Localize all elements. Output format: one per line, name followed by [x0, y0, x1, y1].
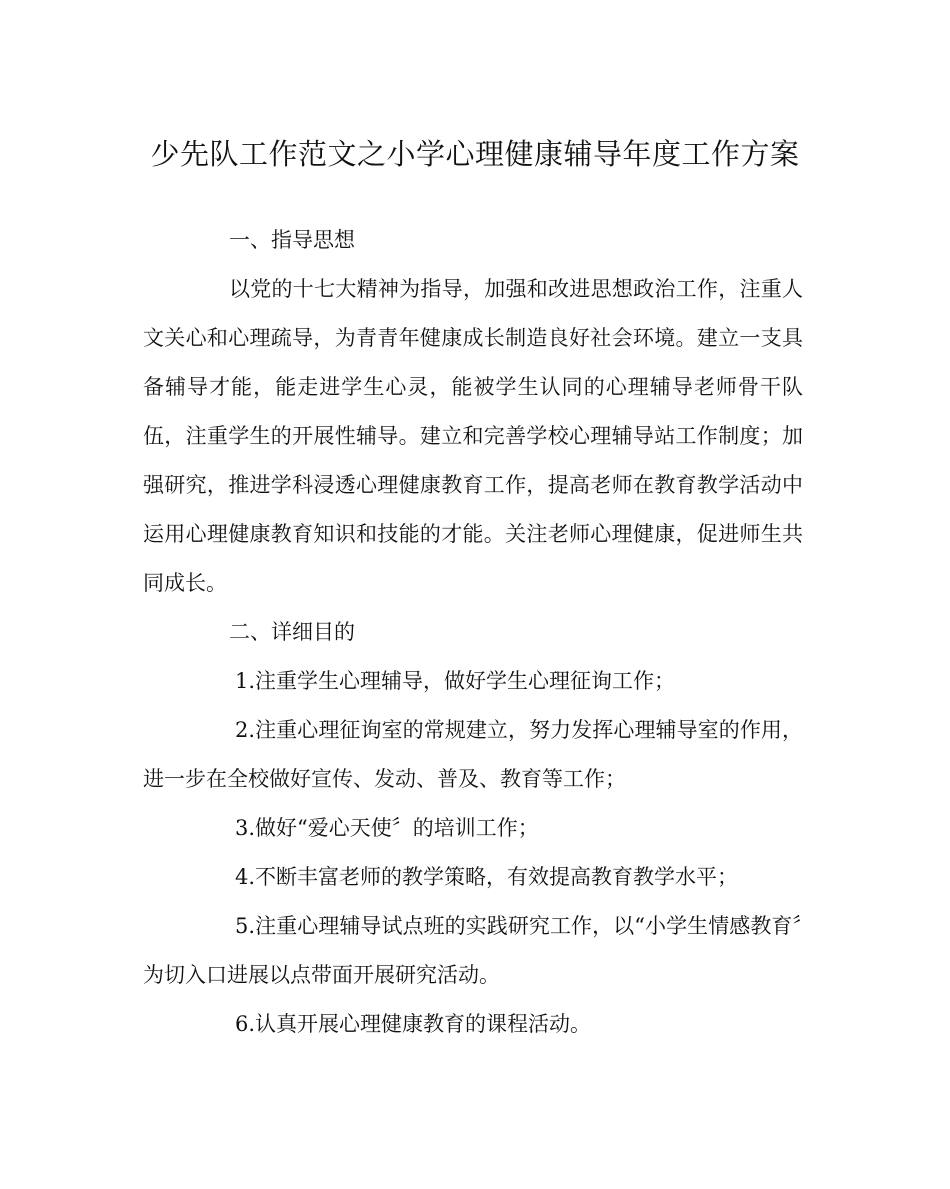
goal-item-2: 2.注重心理征询室的常规建立，努力发挥心理辅导室的作用，进一步在全校做好宣传、发动、普及、教育等工作； — [143, 718, 803, 791]
goal-item-5: 5.注重心理辅导试点班的实践研究工作，以“小学生情感教育〞为切入口进展以点带面开展研究活动。 — [143, 914, 803, 987]
goal-item-1: 1.注重学生心理辅导，做好学生心理征询工作； — [235, 669, 676, 693]
section-paragraph-guiding-ideology: 以党的十七大精神为指导，加强和改进思想政治工作，注重人文关心和心理疏导，为青青年健康成长制造良好社会环境。建立一支具备辅导才能，能走进学生心灵，能被学生认同的心理辅导老师骨干队伍，注重学生的开展性辅导。建立和完善学校心理辅导站工作制度；加强研究，推进学科浸透心理健康教育工作，提高老师在教育教学活动中运用心理健康教育知识和技能的才能。关注老师心理健康，促进师生共同成长。 — [143, 277, 803, 595]
section-heading-guiding-ideology: 一、指导思想 — [229, 228, 355, 252]
goal-item-4: 4.不断丰富老师的教学策略，有效提高教育教学水平； — [235, 865, 739, 889]
goal-item-3: 3.做好“爱心天使〞的培训工作； — [235, 816, 539, 840]
section-heading-specific-goals: 二、详细目的 — [229, 620, 355, 644]
document-title: 少先队工作范文之小学心理健康辅导年度工作方案 — [150, 137, 800, 171]
document-body — [143, 216, 803, 1049]
goal-item-6: 6.认真开展心理健康教育的课程活动。 — [235, 1012, 592, 1036]
